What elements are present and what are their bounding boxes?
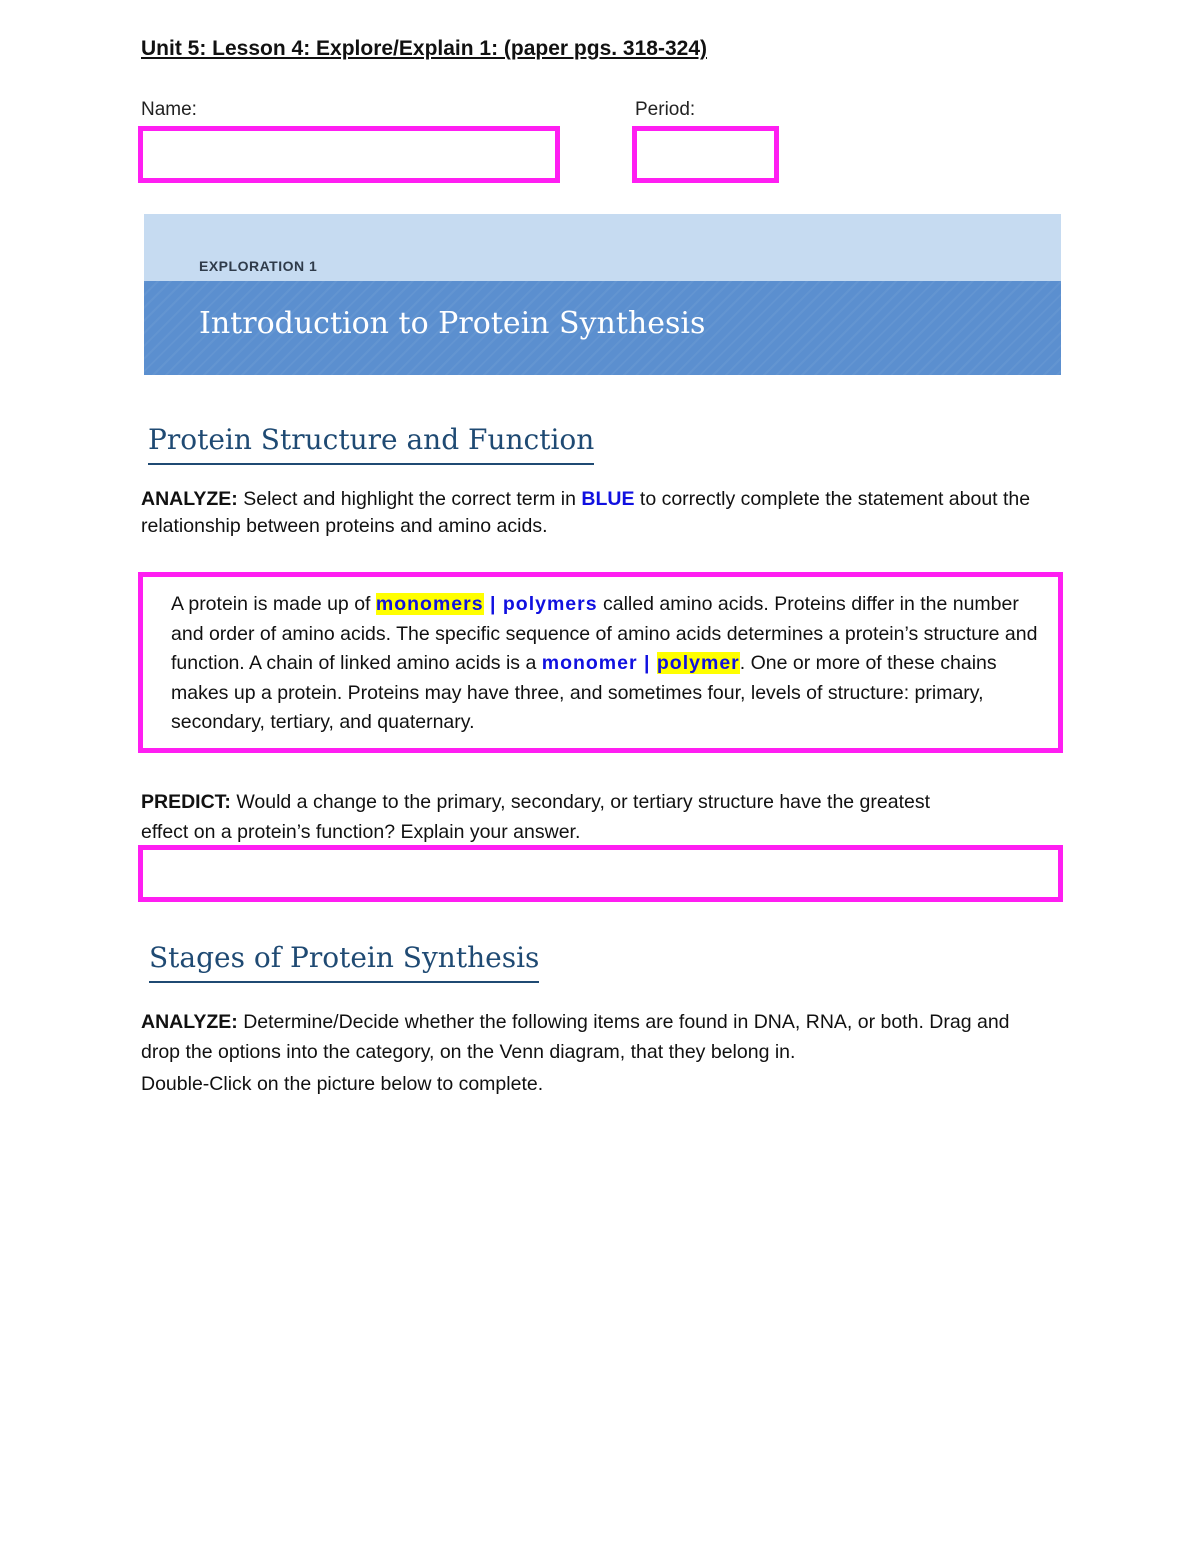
statement-part-3: . One or more of these chains makes up a protein. Proteins may have three, and sometimes four, levels of structure: primary, secondary, tertiary, and quaternary. (171, 652, 997, 734)
section-heading-structure: Protein Structure and Function (148, 423, 594, 465)
term-choice-1 (376, 593, 598, 615)
term-monomer[interactable]: monomer (541, 652, 638, 675)
analyze-text-b: to correctly complete the statement about the relationship between proteins and amino acids. (141, 488, 1031, 537)
exploration-title: Introduction to Protein Synthesis (199, 306, 706, 341)
period-label: Period: (635, 99, 696, 120)
analyze-text-a: Select and highlight the correct term in (237, 488, 582, 510)
statement-part-2: called amino acids. Proteins differ in the number and order of amino acids. The specific sequence of amino acids determines a protein’s structure and function. A chain of linked amino acids is a (171, 593, 1038, 675)
predict-instruction (141, 787, 951, 847)
analyze-instruction-1 (141, 486, 1051, 540)
analyze-label: ANALYZE: (141, 488, 238, 510)
analyze-text-2: Determine/Decide whether the following items are found in DNA, RNA, or both. Drag and drop the options into the category, on the Venn diagram, that they belong in. (141, 1011, 1010, 1063)
analyze-label-2: ANALYZE: (141, 1011, 238, 1033)
double-click-instruction: Double-Click on the picture below to complete. (141, 1073, 544, 1095)
statement-part-1: A protein is made up of (171, 593, 376, 615)
section-heading-stages: Stages of Protein Synthesis (149, 941, 539, 983)
term-separator-1: | (483, 593, 503, 615)
term-polymers[interactable]: polymers (502, 593, 598, 615)
predict-text: Would a change to the primary, secondary, or tertiary structure have the greatest effect on a protein’s function? Explain your answer. (141, 791, 931, 843)
analyze-instruction-2 (141, 1007, 1041, 1067)
predict-answer-box[interactable] (138, 845, 1063, 902)
term-choice-2 (542, 652, 740, 674)
document-title: Unit 5: Lesson 4: Explore/Explain 1: (paper pgs. 318-324) (141, 37, 707, 60)
exploration-kicker: EXPLORATION 1 (199, 258, 318, 274)
statement-box (138, 572, 1063, 753)
term-monomers[interactable]: monomers (375, 593, 484, 615)
name-input-box[interactable] (138, 126, 560, 183)
term-separator-2: | (637, 652, 657, 675)
term-polymer[interactable]: polymer (656, 652, 740, 675)
predict-label: PREDICT: (141, 791, 231, 813)
period-input-box[interactable] (632, 126, 779, 183)
blue-keyword: BLUE (581, 488, 635, 510)
name-label: Name: (141, 99, 197, 120)
